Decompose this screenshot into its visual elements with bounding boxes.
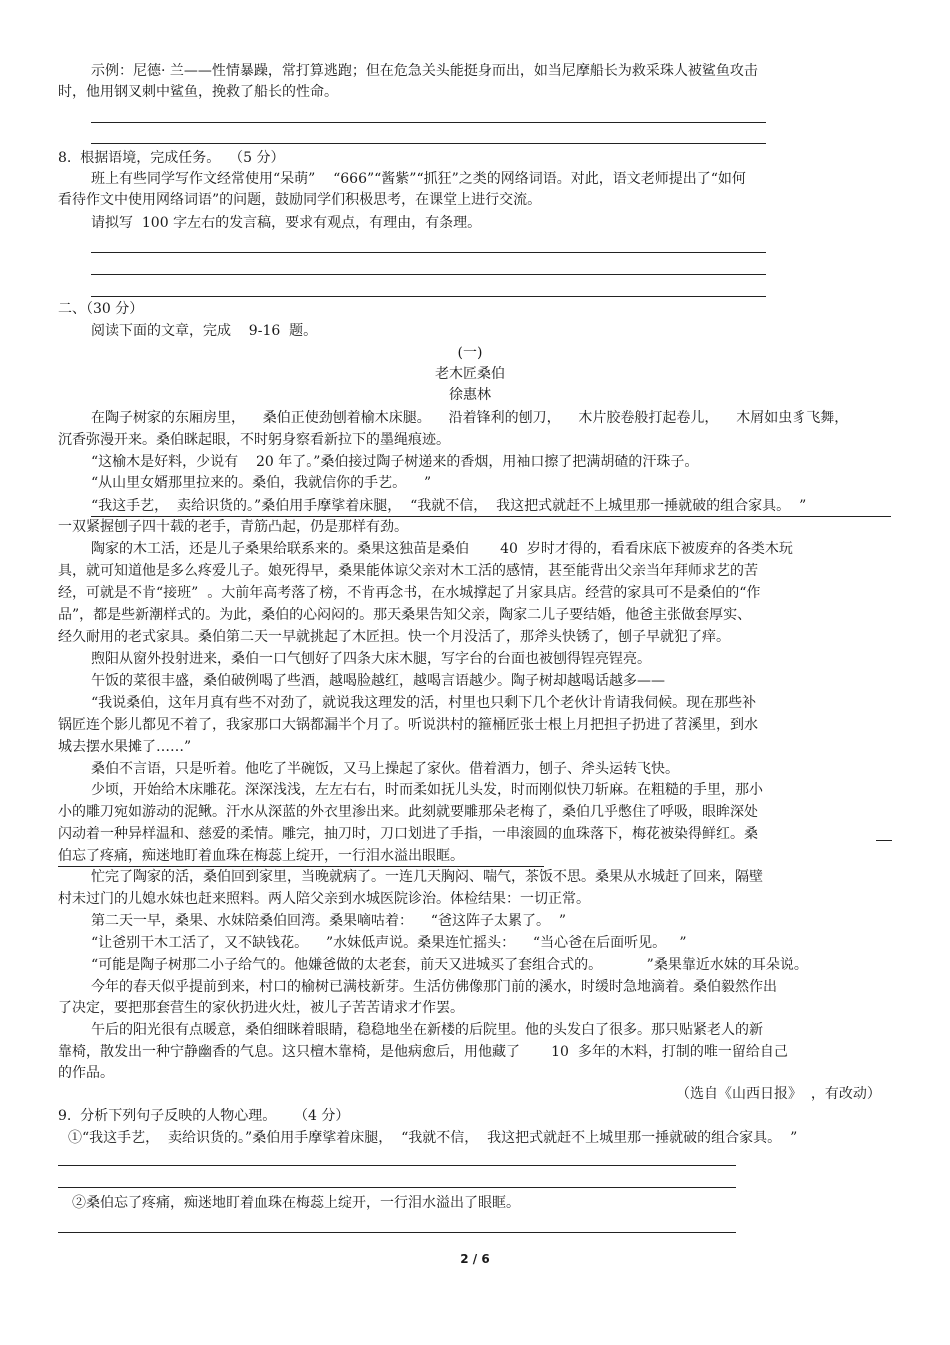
article-line: 在陶子树家的东厢房里， 桑伯正使劲刨着榆木床腿。 沿着锋利的刨刀， 木片胶卷般打起卷儿， 木屑如虫豸飞舞， xyxy=(91,410,849,426)
article-line: 经，可就是不肯“接班” 。大前年高考落了榜，不肯再念书，在水城撑起了爿家具店。经营的家具可不是桑伯的“作 xyxy=(58,585,761,601)
article-line: 城去摆水果摊了……” xyxy=(58,739,192,755)
article-title: 老木匠桑伯 xyxy=(435,366,505,382)
question-9-title: 9. 分析下列句子反映的人物心理。 （4 分） xyxy=(58,1108,350,1124)
answer-line[interactable] xyxy=(91,274,766,275)
section-2-intro: 阅读下面的文章，完成 9-16 题。 xyxy=(91,323,318,339)
article-line: 村未过门的儿媳水妹也赶来照料。两人陪父亲到水城医院诊治。体检结果：一切正常。 xyxy=(58,891,590,907)
article-line: 一双紧握刨子四十载的老手，青筋凸起，仍是那样有劲。 xyxy=(58,519,408,535)
article-line: 品”，都是些新潮样式的。为此，桑伯的心闷闷的。那天桑果告知父亲，陶家二儿子要结婚，他爸主张做套厚实、 xyxy=(58,607,752,623)
question-8-text: 看待作文中使用网络词语”的问题，鼓励同学们积极思考，在课堂上进行交流。 xyxy=(58,192,542,208)
article-line: 第二天一早，桑果、水妹陪桑伯回湾。桑果嘀咕着： “爸这阵子太累了。 ” xyxy=(91,913,567,929)
article-line: 忙完了陶家的活，桑伯回到家里，当晚就病了。一连几天胸闷、喘气，茶饭不思。桑果从水城赶了回来，隔壁 xyxy=(91,869,763,885)
article-line: 午后的阳光很有点暖意，桑伯细眯着眼睛，稳稳地坐在新楼的后院里。他的头发白了很多。那只贴紧老人的新 xyxy=(91,1022,763,1038)
article-line: 锅匠连个影儿都见不着了，我家那口大锅都漏半个月了。听说洪村的箍桶匠张士根上月把担子扔进了苕溪里，到水 xyxy=(58,717,758,733)
article-line: 经久耐用的老式家具。桑伯第二天一早就挑起了木匠担。快一个月没活了，那斧头快锈了，刨子早就犯了痒。 xyxy=(58,629,730,645)
answer-line[interactable] xyxy=(91,143,766,144)
answer-line[interactable] xyxy=(58,1187,736,1188)
article-line: 伯忘了疼痛，痴迷地盯着血珠在梅蕊上绽开，一行泪水溢出眼眶。 xyxy=(58,848,464,864)
article-line: 午饭的菜很丰盛，桑伯破例喝了些酒，越喝脸越红，越喝言语越少。陶子树却越喝话越多—— xyxy=(91,673,665,689)
article-source: （选自《山西日报》 ，有改动） xyxy=(676,1086,881,1102)
answer-line[interactable] xyxy=(58,1232,736,1233)
article-line: 了决定，要把那套营生的家伙扔进火灶，被儿子苦苦请求才作罢。 xyxy=(58,1000,464,1016)
answer-line[interactable] xyxy=(91,252,766,253)
article-author: 徐惠林 xyxy=(449,387,491,403)
article-line: “我说桑伯，这年月真有些不对劲了，就说我这理发的活，村里也只剩下几个老伙计肯请我伺候。现在那些补 xyxy=(91,695,757,711)
article-line: 闪动着一种异样温和、慈爱的柔情。雕完，抽刀时，刀口划进了手指，一串滚圆的血珠落下，梅花被染得鲜红。桑 xyxy=(58,826,758,842)
section-2-title: 二、（30 分） xyxy=(58,301,144,317)
question-9-item-1: ①“我这手艺， 卖给识货的。”桑伯用手摩挲着床腿， “我就不信， 我这把式就赶不上城里那一捶就破的组合家具。 ” xyxy=(68,1130,798,1146)
page-number: 2 / 6 xyxy=(460,1252,490,1266)
question-9-item-2: ②桑伯忘了疼痛，痴迷地盯着血珠在梅蕊上绽开，一行泪水溢出了眼眶。 xyxy=(72,1195,520,1211)
question-8-title: 8. 根据语境，完成任务。 （5 分） xyxy=(58,150,285,166)
question-8-task: 请拟写 100 字左右的发言稿，要求有观点，有理由，有条理。 xyxy=(91,215,482,231)
question-8-text: 班上有些同学写作文经常使用“呆萌” “666”“酱紫”“抓狂”之类的网络词语。对此，语文老师提出了“如何 xyxy=(91,171,746,187)
article-line: 陶家的木工活，还是儿子桑果给联系来的。桑果这独苗是桑伯 40 岁时才得的，看看床底下被废弃的各类木玩 xyxy=(91,541,793,557)
article-line: 少顷，开始给木床雕花。深深浅浅，左左右右，时而柔如抚儿头发，时而刚似快刀斩麻。在粗糙的手里，那小 xyxy=(91,782,763,798)
article-line: “这榆木是好料，少说有 20 年了。”桑伯接过陶子树递来的香烟，用袖口擦了把满胡碴的汗珠子。 xyxy=(91,454,699,470)
article-line: “可能是陶子树那二小子给气的。他嫌爸做的太老套，前天又进城买了套组合式的。 ”桑果靠近水妹的耳朵说。 xyxy=(91,957,808,973)
article-line: 小的雕刀宛如游动的泥鳅。汗水从深蓝的外衣里渗出来。此刻就要雕那朵老梅了，桑伯几乎憋住了呼吸，眼眸深处 xyxy=(58,804,758,820)
answer-line[interactable] xyxy=(58,1165,736,1166)
article-line: 桑伯不言语，只是听着。他吃了半碗饭，又马上操起了家伙。借着酒力，刨子、斧头运转飞快。 xyxy=(91,761,679,777)
article-part: (一) xyxy=(457,345,483,361)
article-line: 今年的春天似乎提前到来，村口的榆树已满枝新芽。生活仿佛像那门前的溪水，时缓时急地滴着。桑伯毅然作出 xyxy=(91,979,777,995)
example-line-1: 示例：尼德· 兰——性情暴躁，常打算逃跑；但在危急关头能挺身而出，如当尼摩船长为救采珠人被鲨鱼攻击 xyxy=(91,63,758,79)
example-line-2: 时，他用钢叉刺中鲨鱼，挽救了船长的性命。 xyxy=(58,84,338,100)
article-line: “我这手艺， 卖给识货的。”桑伯用手摩挲着床腿， “我就不信， 我这把式就赶不上城里那一捶就破的组合家具。 ” xyxy=(91,498,807,514)
article-line: 沉香弥漫开来。桑伯眯起眼，不时躬身察看新拉下的墨绳痕迹。 xyxy=(58,432,450,448)
article-line: 具，就可知道他是多么疼爱儿子。娘死得早，桑果能体谅父亲对木工活的感情，甚至能背出父亲当年拜师求艺的苦 xyxy=(58,563,758,579)
article-line: 煦阳从窗外投射进来，桑伯一口气刨好了四条大床木腿，写字台的台面也被刨得锃亮锃亮。 xyxy=(91,651,651,667)
answer-line[interactable] xyxy=(91,296,766,297)
article-line: “让爸别干木工活了，又不缺钱花。 ”水妹低声说。桑果连忙摇头： “当心爸在后面听见。 ” xyxy=(91,935,687,951)
article-line: 靠椅，散发出一种宁静幽香的气息。这只檀木靠椅，是他病愈后，用他藏了 10 多年的木料，打制的唯一留给自己 xyxy=(58,1044,788,1060)
article-line: “从山里女婿那里拉来的。桑伯，我就信你的手艺。 ” xyxy=(91,475,432,491)
underline xyxy=(876,840,892,841)
article-line: 的作品。 xyxy=(58,1065,114,1081)
answer-line[interactable] xyxy=(91,122,766,123)
